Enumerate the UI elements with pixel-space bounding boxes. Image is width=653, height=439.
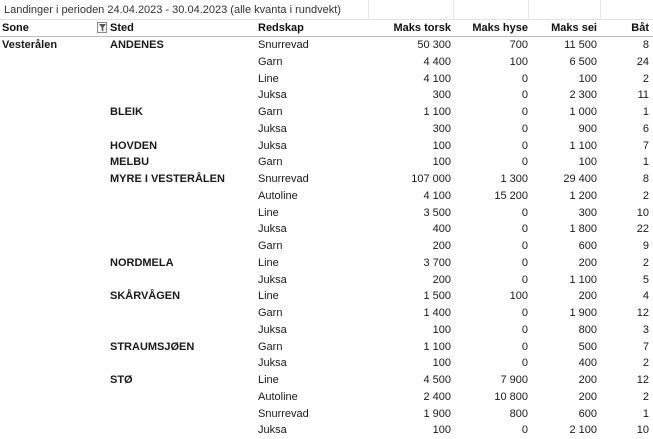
cell-sone xyxy=(2,406,102,423)
cell-maks-torsk: 100 xyxy=(432,156,451,169)
cell-maks-torsk: 1 100 xyxy=(423,340,451,353)
cell-maks-torsk: 100 xyxy=(432,357,451,370)
cell-bat: 2 xyxy=(642,72,649,85)
cell-maks-hyse: 0 xyxy=(521,122,528,135)
cell-redskap: Line xyxy=(258,206,279,219)
cell-sone xyxy=(2,288,102,305)
column-divider xyxy=(368,0,369,20)
cell-maks-torsk: 100 xyxy=(432,139,451,152)
cell-bat: 1 xyxy=(642,156,649,169)
cell-sted xyxy=(110,87,255,104)
cell-sted xyxy=(110,71,255,88)
table-row[interactable] xyxy=(0,37,653,54)
cell-sted xyxy=(110,188,255,205)
cell-bat: 10 xyxy=(636,206,649,219)
cell-maks-sei: 200 xyxy=(578,390,597,403)
header-sone[interactable]: Sone xyxy=(2,22,29,34)
cell-maks-sei: 1 900 xyxy=(569,307,597,319)
table-body xyxy=(0,37,653,439)
cell-maks-hyse: 0 xyxy=(521,323,528,336)
filter-icon[interactable] xyxy=(97,22,107,33)
cell-sted: BLEIK xyxy=(110,106,143,118)
cell-maks-torsk: 2 400 xyxy=(423,390,451,403)
cell-maks-torsk: 1 500 xyxy=(423,290,451,303)
header-maks-sei[interactable]: Maks sei xyxy=(551,22,597,34)
cell-sone xyxy=(2,305,102,322)
table-row[interactable] xyxy=(0,355,653,372)
cell-sted: STRAUMSJØEN xyxy=(110,340,195,353)
cell-sone xyxy=(2,272,102,289)
cell-bat: 5 xyxy=(642,273,649,286)
cell-maks-hyse: 0 xyxy=(521,340,528,353)
cell-maks-sei: 400 xyxy=(578,357,597,370)
table-row[interactable] xyxy=(0,188,653,205)
cell-redskap: Juksa xyxy=(258,424,287,437)
cell-sted: MYRE I VESTERÅLEN xyxy=(110,173,225,185)
cell-sone xyxy=(2,104,102,121)
table-row[interactable] xyxy=(0,205,653,222)
cell-maks-torsk: 1 400 xyxy=(423,307,451,319)
table-row[interactable] xyxy=(0,389,653,406)
cell-sted xyxy=(110,205,255,222)
cell-maks-torsk: 1 900 xyxy=(423,407,451,420)
table-row[interactable] xyxy=(0,255,653,272)
cell-maks-sei: 500 xyxy=(578,340,597,353)
table-row[interactable] xyxy=(0,272,653,289)
cell-maks-hyse: 0 xyxy=(521,223,528,236)
cell-maks-hyse: 0 xyxy=(521,256,528,269)
table-row[interactable] xyxy=(0,322,653,339)
cell-sted: ANDENES xyxy=(110,39,164,51)
table-row[interactable] xyxy=(0,406,653,423)
table-row[interactable] xyxy=(0,339,653,356)
cell-sone xyxy=(2,422,102,439)
cell-redskap: Juksa xyxy=(258,139,287,152)
cell-bat: 2 xyxy=(642,390,649,403)
cell-maks-torsk: 200 xyxy=(432,273,451,286)
cell-maks-sei: 1 200 xyxy=(569,189,597,202)
cell-bat: 9 xyxy=(642,240,649,252)
cell-redskap: Juksa xyxy=(258,357,287,370)
cell-sted xyxy=(110,121,255,138)
cell-bat: 2 xyxy=(642,357,649,370)
cell-bat: 6 xyxy=(642,122,649,135)
cell-bat: 7 xyxy=(642,139,649,152)
cell-maks-torsk: 3 500 xyxy=(423,206,451,219)
cell-sone xyxy=(2,171,102,188)
cell-redskap: Autoline xyxy=(258,390,298,403)
cell-maks-torsk: 300 xyxy=(432,89,451,102)
table-row[interactable] xyxy=(0,238,653,255)
header-redskap[interactable]: Redskap xyxy=(258,22,304,34)
cell-redskap: Garn xyxy=(258,340,283,353)
cell-maks-hyse: 0 xyxy=(521,424,528,437)
cell-redskap: Garn xyxy=(258,240,283,252)
cell-maks-sei: 900 xyxy=(578,122,597,135)
cell-bat: 7 xyxy=(642,340,649,353)
header-sted[interactable]: Sted xyxy=(110,22,134,34)
cell-sted xyxy=(110,54,255,71)
cell-maks-torsk: 3 700 xyxy=(423,256,451,269)
cell-maks-hyse: 0 xyxy=(521,156,528,169)
cell-maks-torsk: 107 000 xyxy=(411,173,451,185)
cell-maks-sei: 200 xyxy=(578,290,597,303)
cell-maks-hyse: 700 xyxy=(509,39,528,51)
cell-maks-hyse: 1 300 xyxy=(500,173,528,185)
table-header xyxy=(0,20,653,37)
cell-maks-sei: 200 xyxy=(578,374,597,386)
cell-maks-sei: 1 000 xyxy=(569,106,597,118)
cell-sted: STØ xyxy=(110,374,133,386)
cell-maks-torsk: 1 100 xyxy=(423,106,451,118)
cell-bat: 2 xyxy=(642,189,649,202)
cell-sted: SKÅRVÅGEN xyxy=(110,290,181,303)
cell-maks-hyse: 100 xyxy=(509,55,528,68)
table-row[interactable] xyxy=(0,87,653,104)
cell-sted xyxy=(110,305,255,322)
cell-sone xyxy=(2,355,102,372)
cell-bat: 24 xyxy=(636,55,649,68)
cell-redskap: Snurrevad xyxy=(258,173,309,185)
cell-maks-hyse: 0 xyxy=(521,357,528,370)
cell-sted xyxy=(110,389,255,406)
cell-maks-hyse: 100 xyxy=(509,290,528,303)
cell-maks-sei: 300 xyxy=(578,206,597,219)
cell-sted: MELBU xyxy=(110,156,150,169)
cell-bat: 4 xyxy=(642,290,649,303)
cell-maks-hyse: 0 xyxy=(521,89,528,102)
report-title: Landinger i perioden 24.04.2023 - 30.04.2023 (alle kvanta i rundvekt) xyxy=(4,4,341,16)
cell-maks-sei: 1 100 xyxy=(569,273,597,286)
cell-sone xyxy=(2,188,102,205)
cell-sone xyxy=(2,372,102,389)
cell-redskap: Snurrevad xyxy=(258,407,309,420)
cell-bat: 8 xyxy=(642,173,649,185)
cell-maks-sei: 1 800 xyxy=(569,223,597,236)
cell-maks-sei: 1 100 xyxy=(569,139,597,152)
cell-maks-torsk: 300 xyxy=(432,122,451,135)
cell-redskap: Garn xyxy=(258,307,283,319)
table-row[interactable] xyxy=(0,121,653,138)
cell-sone xyxy=(2,71,102,88)
cell-sone xyxy=(2,322,102,339)
cell-maks-torsk: 100 xyxy=(432,424,451,437)
cell-maks-hyse: 800 xyxy=(509,407,528,420)
cell-maks-torsk: 4 100 xyxy=(423,72,451,85)
cell-sone xyxy=(2,138,102,155)
cell-redskap: Snurrevad xyxy=(258,39,309,51)
cell-maks-sei: 2 300 xyxy=(569,89,597,102)
cell-redskap: Line xyxy=(258,72,279,85)
cell-maks-sei: 600 xyxy=(578,407,597,420)
cell-redskap: Juksa xyxy=(258,223,287,236)
cell-redskap: Juksa xyxy=(258,89,287,102)
cell-maks-sei: 600 xyxy=(578,240,597,252)
cell-maks-torsk: 4 400 xyxy=(423,55,451,68)
cell-maks-hyse: 0 xyxy=(521,307,528,319)
cell-bat: 2 xyxy=(642,256,649,269)
cell-maks-sei: 2 100 xyxy=(569,424,597,437)
cell-maks-hyse: 0 xyxy=(521,72,528,85)
cell-maks-hyse: 0 xyxy=(521,106,528,118)
cell-sted xyxy=(110,406,255,423)
table-row[interactable] xyxy=(0,288,653,305)
column-divider xyxy=(453,0,454,20)
header-bat[interactable]: Båt xyxy=(631,22,649,34)
cell-sone xyxy=(2,238,102,255)
cell-maks-torsk: 200 xyxy=(432,240,451,252)
cell-redskap: Line xyxy=(258,256,279,269)
cell-sted xyxy=(110,422,255,439)
table-row[interactable] xyxy=(0,54,653,71)
cell-sone xyxy=(2,87,102,104)
cell-maks-torsk: 4 100 xyxy=(423,189,451,202)
cell-redskap: Juksa xyxy=(258,122,287,135)
table-row[interactable] xyxy=(0,422,653,439)
cell-sone xyxy=(2,154,102,171)
cell-maks-sei: 200 xyxy=(578,256,597,269)
cell-redskap: Garn xyxy=(258,106,283,118)
cell-maks-torsk: 4 500 xyxy=(423,374,451,386)
cell-maks-hyse: 15 200 xyxy=(494,189,528,202)
cell-sted xyxy=(110,322,255,339)
report-title-bar xyxy=(0,0,653,20)
cell-redskap: Juksa xyxy=(258,323,287,336)
cell-maks-hyse: 0 xyxy=(521,273,528,286)
cell-bat: 12 xyxy=(636,374,649,386)
cell-redskap: Line xyxy=(258,290,279,303)
cell-sone xyxy=(2,255,102,272)
cell-sted: HOVDEN xyxy=(110,139,158,152)
cell-maks-hyse: 0 xyxy=(521,206,528,219)
cell-sted: NORDMELA xyxy=(110,256,174,269)
cell-sone xyxy=(2,205,102,222)
cell-redskap: Garn xyxy=(258,156,283,169)
cell-maks-sei: 6 500 xyxy=(569,55,597,68)
column-divider xyxy=(528,0,529,20)
cell-maks-torsk: 400 xyxy=(432,223,451,236)
cell-bat: 1 xyxy=(642,106,649,118)
cell-sone: Vesterålen xyxy=(2,39,58,51)
cell-sone xyxy=(2,121,102,138)
cell-bat: 11 xyxy=(637,89,649,102)
cell-maks-hyse: 0 xyxy=(521,240,528,252)
cell-maks-hyse: 0 xyxy=(521,139,528,152)
header-maks-hyse[interactable]: Maks hyse xyxy=(472,22,528,34)
table-row[interactable] xyxy=(0,71,653,88)
cell-maks-sei: 800 xyxy=(578,323,597,336)
table-row[interactable] xyxy=(0,221,653,238)
cell-sone xyxy=(2,221,102,238)
table-row[interactable] xyxy=(0,171,653,188)
cell-sted xyxy=(110,221,255,238)
cell-maks-torsk: 100 xyxy=(432,323,451,336)
cell-bat: 1 xyxy=(642,407,649,420)
table-row[interactable] xyxy=(0,154,653,171)
cell-sone xyxy=(2,54,102,71)
table-row[interactable] xyxy=(0,305,653,322)
cell-maks-sei: 11 500 xyxy=(564,39,597,51)
header-maks-torsk[interactable]: Maks torsk xyxy=(393,22,451,34)
cell-maks-sei: 29 400 xyxy=(563,173,597,185)
table-row[interactable] xyxy=(0,372,653,389)
cell-maks-hyse: 10 800 xyxy=(494,390,528,403)
cell-bat: 8 xyxy=(642,39,649,51)
cell-maks-torsk: 50 300 xyxy=(417,39,451,51)
cell-redskap: Line xyxy=(258,374,279,386)
cell-redskap: Garn xyxy=(258,55,283,68)
cell-sted xyxy=(110,272,255,289)
cell-sted xyxy=(110,355,255,372)
cell-maks-hyse: 7 900 xyxy=(500,374,528,386)
cell-sone xyxy=(2,339,102,356)
table-row[interactable] xyxy=(0,138,653,155)
cell-sone xyxy=(2,389,102,406)
cell-bat: 3 xyxy=(642,323,649,336)
cell-sted xyxy=(110,238,255,255)
cell-redskap: Juksa xyxy=(258,273,287,286)
cell-bat: 10 xyxy=(636,424,649,437)
cell-maks-sei: 100 xyxy=(578,72,597,85)
cell-maks-sei: 100 xyxy=(578,156,597,169)
cell-redskap: Autoline xyxy=(258,189,298,202)
cell-bat: 12 xyxy=(636,307,649,319)
table-row[interactable] xyxy=(0,104,653,121)
column-divider xyxy=(600,0,601,20)
cell-bat: 22 xyxy=(636,223,649,236)
